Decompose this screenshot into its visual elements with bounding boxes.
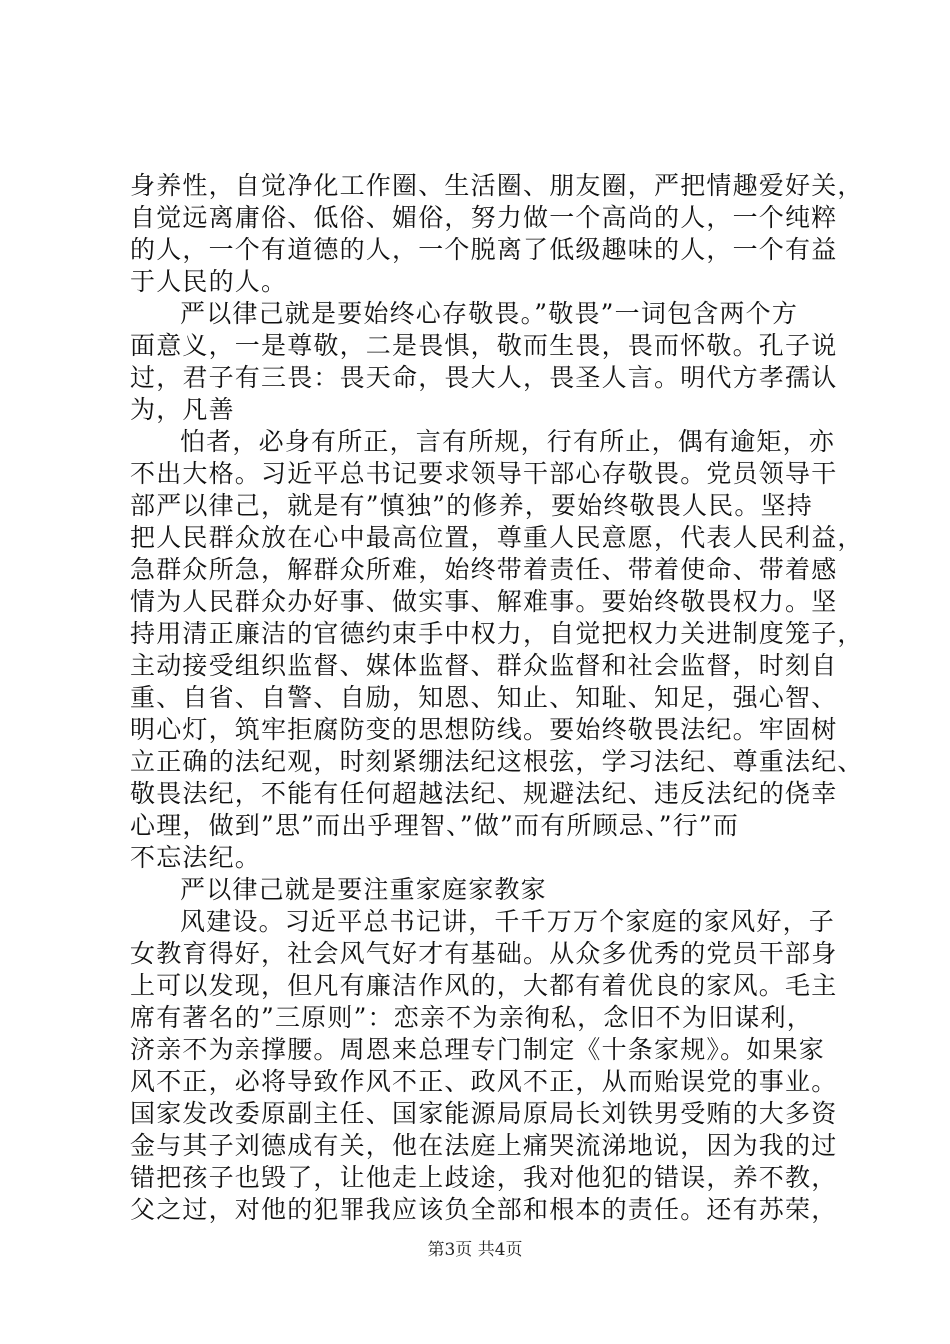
text-line: 重、自省、自警、自励，知恩、知止、知耻、知足，强心智、	[130, 683, 838, 712]
text-line: 持用清正廉洁的官德约束手中权力，自觉把权力关进制度笼子，	[130, 619, 864, 648]
text-line: 风建设。习近平总书记讲，千千万万个家庭的家风好，子	[180, 907, 836, 936]
text-line: 不忘法纪。	[130, 843, 262, 872]
text-line: 情为人民群众办好事、做实事、解难事。要始终敬畏权力。坚	[130, 587, 838, 616]
text-line: 明心灯，筑牢拒腐防变的思想防线。要始终敬畏法纪。牢固树	[130, 715, 838, 744]
text-line: 身养性，自觉净化工作圈、生活圈、朋友圈，严把情趣爱好关，	[130, 171, 864, 200]
text-line: 面意义，一是尊敬，二是畏惧，敬而生畏，畏而怀敬。孔子说	[130, 331, 838, 360]
text-line: 严以律己就是要注重家庭家教家	[180, 875, 547, 904]
text-line: 风不正，必将导致作风不正、政风不正，从而贻误党的事业。	[130, 1067, 838, 1096]
text-line: 过，君子有三畏：畏天命，畏大人，畏圣人言。明代方孝孺认	[130, 363, 838, 392]
text-line: 的人，一个有道德的人，一个脱离了低级趣味的人，一个有益	[130, 235, 838, 264]
text-line: 女教育得好，社会风气好才有基础。从众多优秀的党员干部身	[130, 939, 838, 968]
text-line: 不出大格。习近平总书记要求领导干部心存敬畏。党员领导干	[130, 459, 838, 488]
text-line: 立正确的法纪观，时刻紧绷法纪这根弦，学习法纪、尊重法纪、	[130, 747, 864, 776]
text-line: 济亲不为亲撑腰。周恩来总理专门制定《十条家规》。如果家	[130, 1035, 825, 1064]
text-line: 敬畏法纪，不能有任何超越法纪、规避法纪、违反法纪的侥幸	[130, 779, 838, 808]
text-line: 上可以发现，但凡有廉洁作风的，大都有着优良的家风。毛主	[130, 971, 838, 1000]
text-line: 错把孩子也毁了，让他走上歧途，我对他犯的错误，养不教，	[130, 1163, 838, 1192]
text-line: 部严以律己，就是有”慎独”的修养，要始终敬畏人民。坚持	[130, 491, 813, 520]
page-footer: 第3页 共4页	[427, 1240, 523, 1260]
text-line: 国家发改委原副主任、国家能源局原局长刘铁男受贿的大多资	[130, 1099, 838, 1128]
text-line: 怕者，必身有所正，言有所规，行有所止，偶有逾矩，亦	[180, 427, 836, 456]
text-line: 自觉远离庸俗、低俗、媚俗，努力做一个高尚的人，一个纯粹	[130, 203, 838, 232]
text-line: 严以律己就是要始终心存敬畏。”敬畏”一词包含两个方	[180, 299, 799, 328]
text-line: 金与其子刘德成有关，他在法庭上痛哭流涕地说，因为我的过	[130, 1131, 838, 1160]
text-line: 急群众所急，解群众所难，始终带着责任、带着使命、带着感	[130, 555, 838, 584]
text-line: 父之过，对他的犯罪我应该负全部和根本的责任。还有苏荣，	[130, 1195, 838, 1224]
text-line: 席有著名的”三原则”：恋亲不为亲徇私，念旧不为旧谋利，	[130, 1003, 813, 1032]
text-line: 把人民群众放在心中最高位置，尊重人民意愿，代表人民利益，	[130, 523, 864, 552]
text-line: 心理，做到”思”而出乎理智、”做”而有所顾忌、”行”而	[130, 811, 740, 840]
text-line: 于人民的人。	[130, 267, 288, 296]
body-text	[130, 170, 864, 1226]
text-line: 主动接受组织监督、媒体监督、群众监督和社会监督，时刻自	[130, 651, 838, 680]
text-line: 为，凡善	[130, 395, 235, 424]
